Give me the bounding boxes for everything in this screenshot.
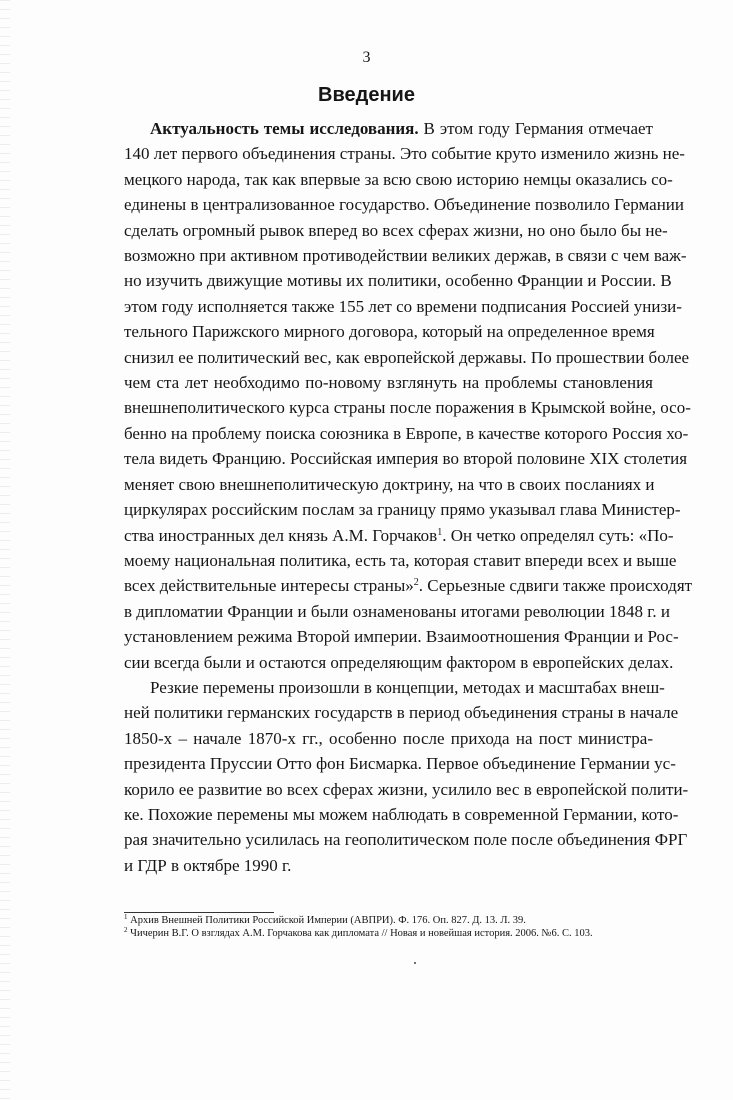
page-number: 3: [362, 49, 371, 66]
text-line: президента Пруссии Отто фон Бисмарка. Первое объединение Германии ус-: [124, 754, 676, 774]
text-line: тельного Парижского мирного договора, который на определенное время: [124, 322, 655, 342]
text-line: в дипломатии Франции и были ознаменованы итогами революции 1848 г. и: [124, 601, 670, 621]
body-text: [124, 116, 693, 878]
text-line: мецкого народа, так как впервые за всю свою историю немцы оказались со-: [124, 169, 673, 189]
text-line: сии всегда были и остаются определяющим фактором в европейских делах.: [124, 652, 674, 672]
footnote-divider: [124, 912, 274, 913]
text-line: 1850-х – начале 1870-х гг., особенно после прихода на пост министра-: [124, 728, 653, 748]
text-line: всех действительные интересы страны»$^2$. Серьезные сдвиги также происходят: [124, 576, 693, 596]
text-line: тела видеть Францию. Российская империя во второй половине XIX столетия: [124, 449, 688, 469]
text-line: сделать огромный рывок вперед во всех сферах жизни, но оно было бы не-: [124, 220, 668, 240]
text-line: ней политики германских государств в период объединения страны в начале: [124, 703, 679, 723]
text-line: ства иностранных дел князь А.М. Горчаков$^1$. Он четко определял суть: «По-: [124, 525, 674, 545]
footnotes: [124, 914, 684, 940]
footnote-ref-1[interactable]: 1: [437, 526, 443, 538]
text-line: ке. Похожие перемены мы можем наблюдать в современной Германии, кото-: [124, 804, 679, 824]
text-line: рая значительно усилилась на геополитическом поле после объединения ФРГ: [124, 830, 688, 850]
section-heading: Введение: [318, 84, 415, 106]
text-line: и ГДР в октябре 1990 г.: [124, 855, 292, 875]
text-line: но изучить движущие мотивы их политики, особенно Франции и России. В: [124, 271, 672, 291]
scan-margin-artifact: [0, 0, 10, 1100]
text-line: возможно при активном противодействии великих держав, в связи с чем важ-: [124, 246, 687, 266]
text-line: Резкие перемены произошли в концепции, методах и масштабах внеш-: [150, 677, 665, 697]
text-line: 140 лет первого объединения страны. Это событие круто изменило жизнь не-: [124, 144, 685, 164]
paragraph-lead: Актуальность темы исследования.: [150, 119, 419, 138]
text-line: чем ста лет необходимо по-новому взглянуть на проблемы становления: [124, 373, 653, 393]
text-line: единены в централизованное государство. Объединение позволило Германии: [124, 195, 684, 215]
text-line: циркулярах российским послам за границу прямо указывал глава Министер-: [124, 500, 681, 520]
text-line: внешнеполитического курса страны после поражения в Крымской войне, осо-: [124, 398, 691, 418]
text-line: снизил ее политический вес, как европейской державы. По прошествии более: [124, 347, 690, 367]
text-line: этом году исполняется также 155 лет со времени подписания Россией унизи-: [124, 296, 682, 316]
text-line: бенно на проблему поиска союзника в Европе, в качестве которого Россия хо-: [124, 423, 689, 443]
text-line: моему национальная политика, есть та, которая ставит впереди всех и выше: [124, 550, 677, 570]
text-line: Актуальность темы исследования. В этом году Германия отмечает: [150, 119, 653, 138]
footnote-2: $^2$ Чичерин В.Г. О взглядах А.М. Горчакова как дипломата // Новая и новейшая история. 2006. №6. С. 103.: [124, 926, 593, 939]
footnote-1: $^1$ Архив Внешней Политики Российской Империи (АВПРИ). Ф. 176. Оп. 827. Д. 13. Л. 39.: [124, 913, 526, 926]
footnote-ref-2[interactable]: 2: [413, 577, 419, 589]
scan-speck: [414, 962, 416, 964]
text-line: установлением режима Второй империи. Взаимоотношения Франции и Рос-: [124, 627, 679, 647]
text-line: меняет свою внешнеполитическую доктрину, на что в своих посланиях и: [124, 474, 655, 494]
text-line: корило ее развитие во всех сферах жизни, усилило вес в европейской полити-: [124, 779, 689, 799]
